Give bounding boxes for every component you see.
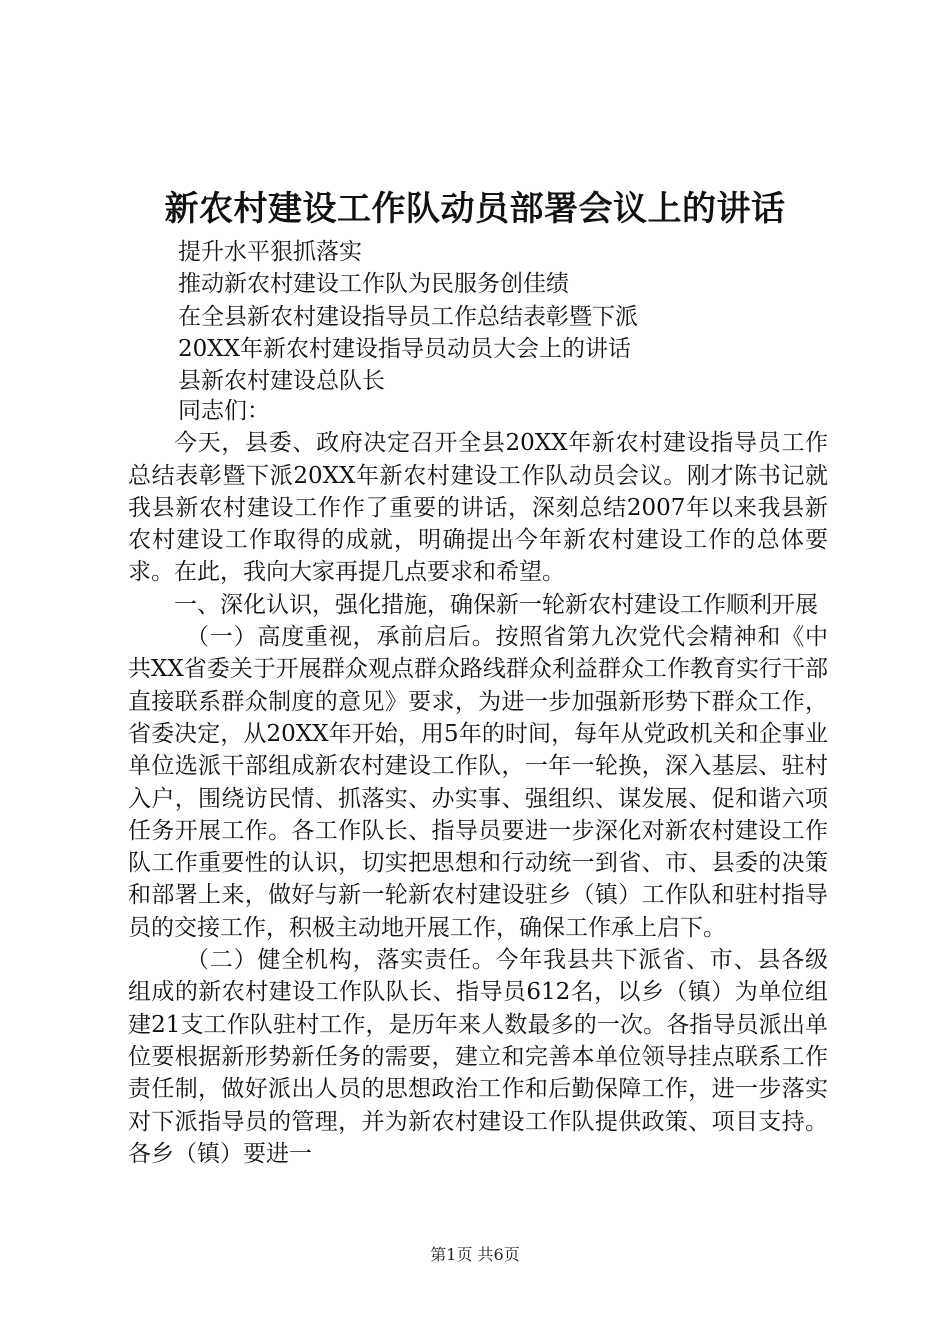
heading-line: 在全县新农村建设指导员工作总结表彰暨下派 bbox=[178, 303, 638, 330]
heading-line: 推动新农村建设工作队为民服务创佳绩 bbox=[178, 271, 569, 298]
document-body bbox=[128, 395, 828, 1170]
document-title: 新农村建设工作队动员部署会议上的讲话 bbox=[164, 189, 786, 229]
body-paragraph: 今天，县委、政府决定召开全县20XX年新农村建设指导员工作总结表彰暨下派20XX年新农村建设工作队动员会议。刚才陈书记就我县新农村建设工作作了重要的讲话，深刻总结2007年以来我县新农村建设工作取得的成就，明确提出今年新农村建设工作的总体要求。在此，我向大家再提几点要求和希望。 bbox=[128, 430, 828, 586]
heading-block bbox=[178, 236, 878, 397]
body-paragraph: （二）健全机构，落实责任。今年我县共下派省、市、县各级组成的新农村建设工作队队长、指导员612名，以乡（镇）为单位组建21支工作队驻村工作，是历年来人数最多的一次。各指导员派出单位要根据新形势新任务的需要，建立和完善本单位领导挂点联系工作责任制，做好派出人员的思想政治工作和后勤保障工作，进一步落实对下派指导员的管理，并为新农村建设工作队提供政策、项目支持。各乡（镇）要进一 bbox=[128, 947, 828, 1167]
section-heading: 一、深化认识，强化措施，确保新一轮新农村建设工作顺利开展 bbox=[174, 591, 818, 618]
body-paragraph: （一）高度重视，承前启后。按照省第九次党代会精神和《中共XX省委关于开展群众观点群众路线群众利益群众工作教育实行干部直接联系群众制度的意见》要求，为进一步加强新形势下群众工作，省委决定，从20XX年开始，用5年的时间，每年从党政机关和企事业单位选派干部组成新农村建设工作队，一年一轮换，深入基层、驻村入户，围绕访民情、抓落实、办实事、强组织、谋发展、促和谐六项任务开展工作。各工作队长、指导员要进一步深化对新农村建设工作队工作重要性的认识，切实把思想和行动统一到省、市、县委的决策和部署上来，做好与新一轮新农村建设驻乡（镇）工作队和驻村指导员的交接工作，积极主动地开展工作，确保工作承上启下。 bbox=[128, 624, 828, 941]
salutation: 同志们： bbox=[178, 398, 270, 424]
heading-line: 提升水平狠抓落实 bbox=[178, 239, 362, 265]
page-footer: 第1页 共6页 bbox=[430, 1245, 520, 1264]
heading-line: 20XX年新农村建设指导员动员大会上的讲话 bbox=[178, 335, 632, 362]
heading-line: 县新农村建设总队长 bbox=[178, 368, 385, 395]
